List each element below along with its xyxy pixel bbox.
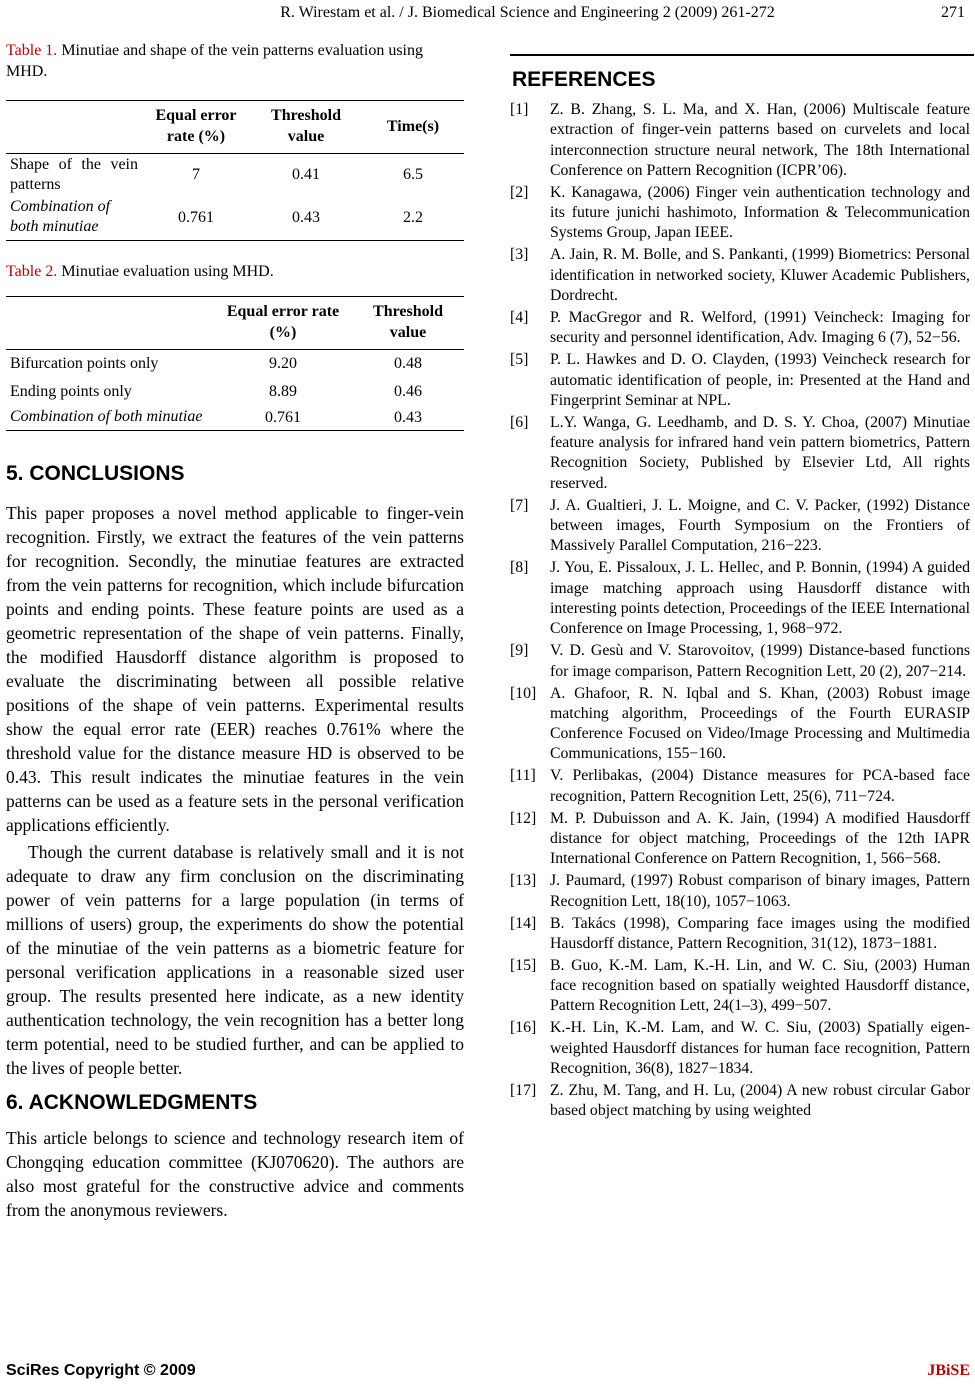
- reference-item: [510, 914, 970, 955]
- table1-cell: 7: [192, 166, 200, 183]
- reference-text: B. Guo, K.-M. Lam, K.-H. Lin, and W. C. Siu, (2003) Human face recognition based on spatially weighted Hausdorff distance, Pattern Recognition Lett, 24(1–3), 499−507.: [550, 956, 970, 1015]
- table1: [6, 100, 464, 241]
- table2-caption-text: Minutiae evaluation using MHD.: [57, 263, 274, 280]
- reference-item: [510, 496, 970, 557]
- reference-text: P. MacGregor and R. Welford, (1991) Veincheck: Imaging for security and personnel identification, Adv. Imaging 6 (7), 52−56.: [550, 309, 970, 347]
- reference-number: [17]: [510, 1081, 537, 1099]
- reference-item: [510, 308, 970, 349]
- table1-cell: 0.41: [292, 166, 320, 183]
- table1-caption-text: Minutiae and shape of the vein patterns evaluation using MHD.: [6, 42, 423, 80]
- reference-item: [510, 956, 970, 1017]
- reference-item: [510, 871, 970, 912]
- table-row: [6, 196, 464, 241]
- reference-number: [7]: [510, 496, 529, 514]
- table1-header-cell: Equal error rate (%): [155, 107, 237, 145]
- table2-row-label: Ending points only: [10, 383, 132, 400]
- references-heading: REFERENCES: [512, 68, 656, 91]
- table2-cell: 0.46: [394, 383, 422, 400]
- table1-cell: 2.2: [403, 209, 423, 226]
- reference-text: M. P. Dubuisson and A. K. Jain, (1994) A modified Hausdorff distance for object matching, Proceedings of the 12th IAPR International Conference on Pattern Recognition, 1, 566−568.: [550, 809, 970, 868]
- reference-item: [510, 100, 970, 181]
- reference-number: [15]: [510, 956, 537, 974]
- footer-copyright: SciRes Copyright © 2009: [6, 1362, 196, 1379]
- reference-item: [510, 1018, 970, 1079]
- page-number: 271: [941, 4, 965, 21]
- table1-caption-tag: Table 1.: [6, 42, 58, 59]
- references-list: [510, 100, 970, 1122]
- table2-header-row: [6, 297, 464, 350]
- left-column: [6, 40, 464, 1222]
- reference-number: [8]: [510, 559, 529, 577]
- reference-item: [510, 558, 970, 639]
- reference-number: [12]: [510, 809, 537, 827]
- reference-number: [14]: [510, 914, 537, 932]
- conclusions-paragraph: Though the current database is relatively small and it is not adequate to draw any firm conclusion on the discriminating power of vein patterns for a large population (in terms of millions of users) group, the experiments do show the potential of the minutiae of the vein patterns as a biometric feature for personal verification applications in a reasonable sized user group. The results presented here indicate, as a new identity authentication technology, the vein recognition has a better long term potential, need to be studied further, and can be applied to the lives of people better.: [6, 842, 464, 1078]
- table2-cell: 0.761: [265, 409, 301, 426]
- table2-row-label: Combination of both minutiae: [10, 408, 203, 425]
- reference-item: [510, 1081, 970, 1122]
- table1-cell: 0.43: [292, 209, 320, 226]
- table2-row-label: Bifurcation points only: [10, 355, 159, 372]
- reference-number: [13]: [510, 872, 537, 890]
- table1-cell: 6.5: [403, 166, 423, 183]
- table2-caption-tag: Table 2.: [6, 263, 58, 280]
- reference-text: A. Ghafoor, R. N. Iqbal and S. Khan, (2003) Robust image matching algorithm, Proceedings of the Fourth EURASIP Conference Focused on Video/Image Processing and Multimedia Communications, 155−160.: [550, 684, 970, 763]
- reference-text: V. D. Gesù and V. Starovoitov, (1999) Distance-based functions for image comparison, Pattern Recognition Lett, 20 (2), 207−214.: [550, 642, 970, 680]
- table2-caption: [6, 261, 464, 282]
- reference-text: J. Paumard, (1997) Robust comparison of binary images, Pattern Recognition Lett, 18(10), 1057−1063.: [550, 872, 970, 910]
- reference-text: A. Jain, R. M. Bolle, and S. Pankanti, (1999) Biometrics: Personal identification in networked society, Kluwer Academic Publishers, Dordrecht.: [550, 246, 970, 305]
- reference-number: [1]: [510, 101, 529, 118]
- reference-item: [510, 809, 970, 870]
- table2-header-cell: Equal error rate (%): [226, 303, 340, 341]
- conclusions-paragraph: This paper proposes a novel method applicable to finger-vein recognition. Firstly, we extract the features of the vein patterns for recognition. Secondly, the minutiae features are extracted from the vein patterns for recognition, which include bifurcation points and ending points. These feature points are used as a geometric representation of the shape of vein patterns. Finally, the modified Hausdorff distance algorithm is proposed to evaluate the discriminating between all possible relative positions of the shape of vein patterns. Experimental results show the equal error rate (EER) reaches 0.761% where the threshold value for the distance measure HD is observed to be 0.43. This result indicates the minutiae features in the vein patterns can be used as a feature sets in the personal verification applications efficiently.: [6, 503, 464, 835]
- table1-cell: 0.761: [178, 209, 214, 226]
- table1-row-label: Shape of the vein patterns: [10, 156, 138, 193]
- acknowledgments-heading: 6. ACKNOWLEDGMENTS: [6, 1091, 258, 1114]
- reference-text: B. Takács (1998), Comparing face images using the modified Hausdorff distance, Pattern Recognition, 31(12), 1873−1881.: [550, 914, 970, 952]
- reference-number: [10]: [510, 684, 537, 702]
- table2-cell: 9.20: [269, 355, 297, 372]
- reference-number: [11]: [510, 767, 536, 785]
- table1-row-label: Combination of both minutiae: [10, 198, 111, 235]
- reference-item: [510, 684, 970, 765]
- reference-number: [16]: [510, 1019, 537, 1037]
- reference-item: [510, 245, 970, 306]
- table1-caption: [6, 40, 464, 82]
- references-rule: [510, 54, 974, 56]
- reference-text: Z. B. Zhang, S. L. Ma, and X. Han, (2006) Multiscale feature extraction of finger-vein patterns based on curvelets and local interconnection structure neural network, The 18th International Conference on Pattern Recognition (ICPR’06).: [550, 101, 970, 179]
- reference-text: K. Kanagawa, (2006) Finger vein authentication technology and its future junichi hashimoto, Information & Telecommunication Systems Group, Japan IEEE.: [550, 183, 970, 242]
- reference-text: P. L. Hawkes and D. O. Clayden, (1993) Veincheck research for automatic identification of people, in: Presented at the Hand and Fingerprint Seminar at NPL.: [550, 351, 970, 409]
- table-row: [6, 350, 464, 379]
- reference-number: [6]: [510, 413, 529, 431]
- reference-item: [510, 350, 970, 411]
- table1-header-cell: Threshold value: [271, 107, 341, 145]
- running-header: [0, 2, 975, 24]
- page-footer: [6, 1362, 970, 1384]
- reference-item: [510, 766, 970, 807]
- table2-cell: 0.43: [394, 409, 422, 426]
- right-column: [510, 54, 970, 1123]
- reference-text: J. You, E. Pissaloux, J. L. Hellec, and P. Bonnin, (1994) A guided image matching approach using Hausdorff distance with interesting points detection, Proceedings of the IEEE International Conference on Image Processing, 1, 968−972.: [550, 559, 970, 638]
- table2-cell: 8.89: [269, 383, 297, 400]
- reference-text: V. Perlibakas, (2004) Distance measures for PCA-based face recognition, Pattern Recognition Lett, 25(6), 711−724.: [550, 767, 970, 805]
- table2-header-cell: Threshold value: [373, 303, 443, 341]
- reference-text: K.-H. Lin, K.-M. Lam, and W. C. Siu, (2003) Spatially eigen-weighted Hausdorff distances for human face recognition, Pattern Recognition, 36(8), 1827−1834.: [550, 1019, 970, 1077]
- table2-cell: 0.48: [394, 355, 422, 372]
- acknowledgments-paragraph: This article belongs to science and technology research item of Chongqing education committee (KJ070620). The authors are also most grateful for the constructive advice and comments from the anonymous reviewers.: [6, 1128, 464, 1220]
- reference-item: [510, 183, 970, 244]
- table2-header-cell: [6, 297, 214, 350]
- running-title: R. Wirestam et al. / J. Biomedical Science and Engineering 2 (2009) 261-272: [280, 4, 775, 21]
- table1-header-cell: [6, 101, 142, 154]
- reference-number: [9]: [510, 642, 529, 660]
- table-row: [6, 406, 464, 431]
- table1-header-row: [6, 101, 464, 154]
- reference-text: L.Y. Wanga, G. Leedhamb, and D. S. Y. Choa, (2007) Minutiae feature analysis for infrared hand vein pattern biometrics, Pattern Recognition Society, Published by Elsevier Ltd, All rights reserved.: [550, 413, 970, 492]
- reference-number: [4]: [510, 309, 529, 327]
- reference-number: [3]: [510, 246, 529, 264]
- reference-item: [510, 641, 970, 682]
- table1-header-cell: Time(s): [386, 117, 440, 135]
- table-row: [6, 378, 464, 406]
- conclusions-heading: 5. CONCLUSIONS: [6, 462, 185, 485]
- reference-number: [5]: [510, 351, 529, 369]
- table2: [6, 296, 464, 431]
- reference-text: Z. Zhu, M. Tang, and H. Lu, (2004) A new robust circular Gabor based object matching by using weighted: [550, 1081, 970, 1120]
- reference-item: [510, 413, 970, 494]
- reference-number: [2]: [510, 183, 529, 201]
- footer-journal-name: JBiSE: [927, 1362, 970, 1379]
- table-row: [6, 154, 464, 197]
- reference-text: J. A. Gualtieri, J. L. Moigne, and C. V. Packer, (1992) Distance between images, Fourth Symposium on the Frontiers of Massively Parallel Computation, 216−223.: [550, 496, 970, 555]
